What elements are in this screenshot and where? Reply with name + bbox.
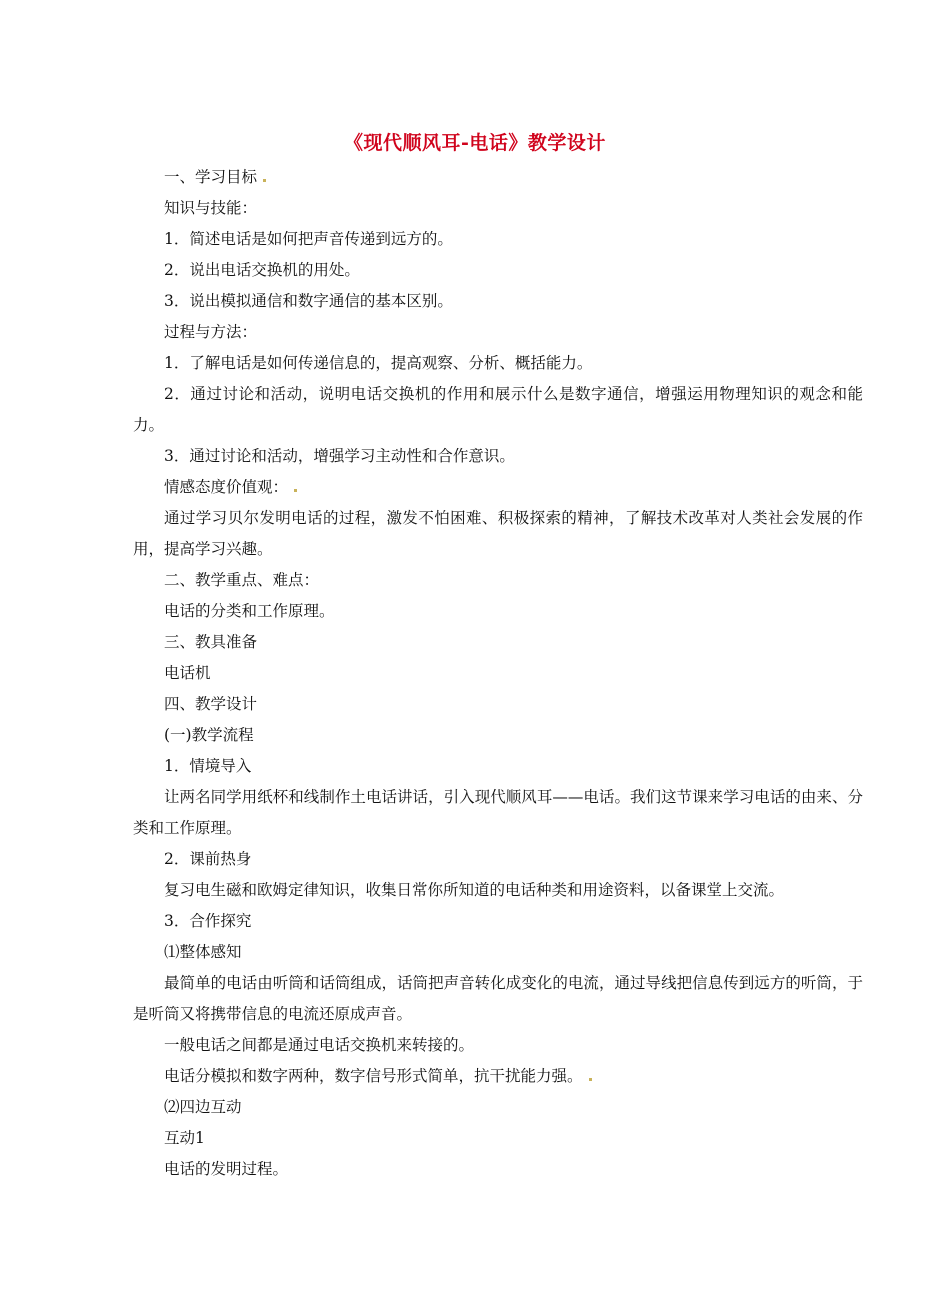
body-paragraph: 电话机 [164,664,211,682]
list-item: 3．说出模拟通信和数字通信的基本区别。 [164,292,453,310]
body-paragraph: 电话分模拟和数字两种，数字信号形式简单，抗干扰能力强。 [133,1061,863,1092]
heading-teaching-aids: 三、教具准备 [164,633,258,651]
body-paragraph: 复习电生磁和欧姆定律知识，收集日常你所知道的电话种类和用途资料，以备课堂上交流。 [164,881,785,899]
body-paragraph: 最简单的电话由听筒和话筒组成，话筒把声音转化成变化的电流，通过导线把信息传到远方的听筒，于是听筒又将携带信息的电流还原成声音。 [133,974,863,1023]
scan-mark [589,1078,592,1081]
heading-key-points: 二、教学重点、难点： [164,571,320,589]
list-item: 2．通过讨论和活动，说明电话交换机的作用和展示什么是数字通信，增强运用物理知识的观念和能力。 [133,385,863,434]
body-paragraph: 通过学习贝尔发明电话的过程，激发不怕困难、积极探索的精神，了解技术改革对人类社会发展的作用，提高学习兴趣。 [133,509,863,558]
body-paragraph: 一般电话之间都是通过电话交换机来转接的。 [164,1036,475,1054]
document-title: 《现代顺风耳-电话》教学设计 [344,132,606,154]
subheading-attitude-values: 情感态度价值观： [133,472,863,503]
document-body [133,162,863,1185]
subheading-teaching-flow: (一)教学流程 [164,726,254,744]
step-heading: 1．情境导入 [164,757,252,775]
body-paragraph: 电话的发明过程。 [164,1160,289,1178]
sub-step-heading: ⑴整体感知 [164,943,242,961]
sub-step-heading: ⑵四边互动 [164,1098,242,1116]
list-item: 3．通过讨论和活动，增强学习主动性和合作意识。 [164,447,515,465]
step-heading: 2．课前热身 [164,850,252,868]
list-item: 1．简述电话是如何把声音传递到远方的。 [164,230,453,248]
subheading-knowledge-skills: 知识与技能： [164,199,258,217]
list-item: 1．了解电话是如何传递信息的，提高观察、分析、概括能力。 [164,354,593,372]
subheading-process-method: 过程与方法： [164,323,258,341]
step-heading: 3．合作探究 [164,912,252,930]
body-paragraph: 电话的分类和工作原理。 [164,602,335,620]
scan-mark [294,489,297,492]
scan-mark [263,179,266,182]
interaction-heading: 互动1 [164,1129,205,1147]
heading-teaching-design: 四、教学设计 [164,695,258,713]
heading-learning-goals: 一、学习目标 [133,162,863,193]
body-paragraph: 让两名同学用纸杯和线制作土电话讲话，引入现代顺风耳——电话。我们这节课来学习电话的由来、分类和工作原理。 [133,788,863,837]
list-item: 2．说出电话交换机的用处。 [164,261,360,279]
